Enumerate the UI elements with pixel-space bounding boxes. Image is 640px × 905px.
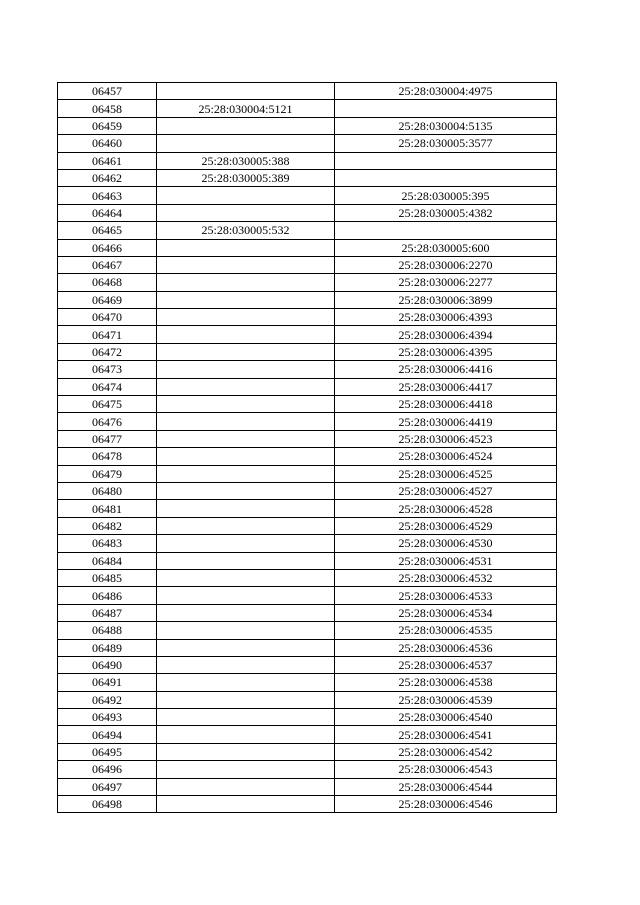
row-number-cell: 06473	[58, 361, 157, 378]
cadastral-number-col3-cell	[335, 152, 557, 169]
cadastral-number-col3-cell: 25:28:030005:3577	[335, 135, 557, 152]
cadastral-number-col3-cell	[335, 100, 557, 117]
cadastral-number-col2-cell	[157, 465, 335, 482]
cadastral-number-col2-cell	[157, 413, 335, 430]
table-row	[58, 117, 557, 134]
cadastral-number-col3-cell: 25:28:030005:600	[335, 239, 557, 256]
cadastral-number-col2-cell	[157, 378, 335, 395]
cadastral-number-col2-cell	[157, 361, 335, 378]
cadastral-number-col2-cell: 25:28:030004:5121	[157, 100, 335, 117]
row-number-cell: 06475	[58, 396, 157, 413]
row-number-cell: 06481	[58, 500, 157, 517]
row-number-cell: 06498	[58, 796, 157, 813]
table-row	[58, 482, 557, 499]
table-row	[58, 169, 557, 186]
table-row	[58, 135, 557, 152]
table-row	[58, 361, 557, 378]
cadastral-number-col2-cell	[157, 656, 335, 673]
table-row	[58, 691, 557, 708]
table-row	[58, 343, 557, 360]
row-number-cell: 06459	[58, 117, 157, 134]
cadastral-number-col3-cell: 25:28:030006:4417	[335, 378, 557, 395]
cadastral-number-col2-cell	[157, 761, 335, 778]
row-number-cell: 06464	[58, 204, 157, 221]
row-number-cell: 06489	[58, 639, 157, 656]
cadastral-number-col3-cell: 25:28:030006:4524	[335, 448, 557, 465]
row-number-cell: 06488	[58, 622, 157, 639]
cadastral-number-col2-cell	[157, 587, 335, 604]
row-number-cell: 06480	[58, 482, 157, 499]
cadastral-number-col3-cell: 25:28:030005:4382	[335, 204, 557, 221]
cadastral-number-col2-cell	[157, 291, 335, 308]
row-number-cell: 06467	[58, 256, 157, 273]
cadastral-number-col3-cell: 25:28:030006:4541	[335, 726, 557, 743]
cadastral-number-col3-cell: 25:28:030006:2270	[335, 256, 557, 273]
cadastral-number-col2-cell	[157, 343, 335, 360]
cadastral-number-col2-cell	[157, 430, 335, 447]
table-row	[58, 430, 557, 447]
table-row	[58, 222, 557, 239]
table-row	[58, 204, 557, 221]
table-row	[58, 187, 557, 204]
cadastral-number-col3-cell: 25:28:030006:4544	[335, 778, 557, 795]
cadastral-number-col2-cell	[157, 448, 335, 465]
row-number-cell: 06497	[58, 778, 157, 795]
cadastral-number-col2-cell	[157, 517, 335, 534]
table-row	[58, 743, 557, 760]
table-row	[58, 569, 557, 586]
cadastral-number-col3-cell: 25:28:030006:4542	[335, 743, 557, 760]
cadastral-number-col3-cell: 25:28:030006:4528	[335, 500, 557, 517]
cadastral-number-col3-cell: 25:28:030006:4416	[335, 361, 557, 378]
row-number-cell: 06479	[58, 465, 157, 482]
cadastral-number-col2-cell	[157, 552, 335, 569]
cadastral-number-col3-cell: 25:28:030006:4538	[335, 674, 557, 691]
cadastral-number-col2-cell	[157, 309, 335, 326]
table-row	[58, 413, 557, 430]
cadastral-number-col3-cell: 25:28:030005:395	[335, 187, 557, 204]
cadastral-number-col2-cell	[157, 204, 335, 221]
cadastral-number-col3-cell: 25:28:030006:4546	[335, 796, 557, 813]
table-row	[58, 500, 557, 517]
cadastral-number-col2-cell	[157, 187, 335, 204]
cadastral-number-col3-cell: 25:28:030006:2277	[335, 274, 557, 291]
cadastral-number-col2-cell	[157, 239, 335, 256]
cadastral-number-col3-cell: 25:28:030006:4539	[335, 691, 557, 708]
cadastral-number-col2-cell	[157, 135, 335, 152]
table-row	[58, 396, 557, 413]
row-number-cell: 06468	[58, 274, 157, 291]
table-row	[58, 674, 557, 691]
cadastral-number-col3-cell: 25:28:030006:4525	[335, 465, 557, 482]
cadastral-number-col2-cell	[157, 274, 335, 291]
cadastral-number-col2-cell	[157, 709, 335, 726]
cadastral-number-col2-cell: 25:28:030005:532	[157, 222, 335, 239]
cadastral-number-col2-cell	[157, 743, 335, 760]
table-row	[58, 517, 557, 534]
cadastral-number-col3-cell: 25:28:030006:4531	[335, 552, 557, 569]
row-number-cell: 06485	[58, 569, 157, 586]
table-row	[58, 622, 557, 639]
cadastral-number-col3-cell: 25:28:030006:4532	[335, 569, 557, 586]
cadastral-number-col3-cell: 25:28:030006:4535	[335, 622, 557, 639]
cadastral-number-col3-cell: 25:28:030006:4540	[335, 709, 557, 726]
row-number-cell: 06492	[58, 691, 157, 708]
row-number-cell: 06487	[58, 604, 157, 621]
cadastral-number-col3-cell: 25:28:030004:5135	[335, 117, 557, 134]
cadastral-number-col3-cell: 25:28:030006:4534	[335, 604, 557, 621]
cadastral-number-col3-cell: 25:28:030006:4543	[335, 761, 557, 778]
table-row	[58, 100, 557, 117]
row-number-cell: 06490	[58, 656, 157, 673]
cadastral-number-col3-cell	[335, 222, 557, 239]
row-number-cell: 06494	[58, 726, 157, 743]
table-row	[58, 552, 557, 569]
cadastral-table	[57, 82, 557, 813]
table-row	[58, 291, 557, 308]
cadastral-number-col3-cell	[335, 169, 557, 186]
cadastral-number-col2-cell	[157, 326, 335, 343]
table-row	[58, 709, 557, 726]
cadastral-number-col2-cell	[157, 622, 335, 639]
cadastral-number-col2-cell	[157, 778, 335, 795]
cadastral-number-col3-cell: 25:28:030006:3899	[335, 291, 557, 308]
table-row	[58, 535, 557, 552]
cadastral-number-col3-cell: 25:28:030006:4527	[335, 482, 557, 499]
table-row	[58, 465, 557, 482]
cadastral-number-col2-cell	[157, 569, 335, 586]
row-number-cell: 06474	[58, 378, 157, 395]
cadastral-number-col2-cell	[157, 691, 335, 708]
cadastral-number-col2-cell	[157, 256, 335, 273]
cadastral-number-col2-cell	[157, 500, 335, 517]
table-row	[58, 639, 557, 656]
cadastral-number-col3-cell: 25:28:030006:4523	[335, 430, 557, 447]
cadastral-number-col3-cell: 25:28:030004:4975	[335, 83, 557, 100]
table-row	[58, 152, 557, 169]
cadastral-number-col2-cell	[157, 117, 335, 134]
row-number-cell: 06458	[58, 100, 157, 117]
row-number-cell: 06470	[58, 309, 157, 326]
table-row	[58, 309, 557, 326]
table-row	[58, 726, 557, 743]
table-row	[58, 778, 557, 795]
table-row	[58, 587, 557, 604]
cadastral-number-col2-cell	[157, 796, 335, 813]
row-number-cell: 06478	[58, 448, 157, 465]
cadastral-number-col3-cell: 25:28:030006:4533	[335, 587, 557, 604]
cadastral-number-col2-cell	[157, 639, 335, 656]
table-row	[58, 326, 557, 343]
row-number-cell: 06491	[58, 674, 157, 691]
row-number-cell: 06457	[58, 83, 157, 100]
row-number-cell: 06496	[58, 761, 157, 778]
cadastral-number-col3-cell: 25:28:030006:4530	[335, 535, 557, 552]
table-row	[58, 256, 557, 273]
cadastral-number-col3-cell: 25:28:030006:4394	[335, 326, 557, 343]
row-number-cell: 06477	[58, 430, 157, 447]
row-number-cell: 06462	[58, 169, 157, 186]
cadastral-number-col3-cell: 25:28:030006:4536	[335, 639, 557, 656]
cadastral-number-col2-cell: 25:28:030005:389	[157, 169, 335, 186]
table-row	[58, 378, 557, 395]
cadastral-number-col2-cell	[157, 83, 335, 100]
cadastral-number-col2-cell	[157, 674, 335, 691]
table-row	[58, 239, 557, 256]
cadastral-number-col2-cell	[157, 604, 335, 621]
table-row	[58, 274, 557, 291]
cadastral-number-col3-cell: 25:28:030006:4393	[335, 309, 557, 326]
row-number-cell: 06465	[58, 222, 157, 239]
table-body	[58, 83, 557, 813]
row-number-cell: 06482	[58, 517, 157, 534]
row-number-cell: 06472	[58, 343, 157, 360]
cadastral-number-col3-cell: 25:28:030006:4418	[335, 396, 557, 413]
table-row	[58, 796, 557, 813]
cadastral-number-col2-cell	[157, 396, 335, 413]
table-row	[58, 448, 557, 465]
table-row	[58, 83, 557, 100]
table-row	[58, 604, 557, 621]
row-number-cell: 06495	[58, 743, 157, 760]
cadastral-number-col3-cell: 25:28:030006:4395	[335, 343, 557, 360]
row-number-cell: 06483	[58, 535, 157, 552]
cadastral-number-col2-cell	[157, 482, 335, 499]
row-number-cell: 06484	[58, 552, 157, 569]
row-number-cell: 06460	[58, 135, 157, 152]
cadastral-number-col2-cell	[157, 535, 335, 552]
row-number-cell: 06469	[58, 291, 157, 308]
table-row	[58, 656, 557, 673]
row-number-cell: 06476	[58, 413, 157, 430]
row-number-cell: 06463	[58, 187, 157, 204]
cadastral-number-col3-cell: 25:28:030006:4537	[335, 656, 557, 673]
row-number-cell: 06461	[58, 152, 157, 169]
row-number-cell: 06486	[58, 587, 157, 604]
cadastral-number-col3-cell: 25:28:030006:4529	[335, 517, 557, 534]
row-number-cell: 06466	[58, 239, 157, 256]
cadastral-number-col2-cell	[157, 726, 335, 743]
row-number-cell: 06471	[58, 326, 157, 343]
table-row	[58, 761, 557, 778]
row-number-cell: 06493	[58, 709, 157, 726]
cadastral-number-col2-cell: 25:28:030005:388	[157, 152, 335, 169]
cadastral-number-col3-cell: 25:28:030006:4419	[335, 413, 557, 430]
